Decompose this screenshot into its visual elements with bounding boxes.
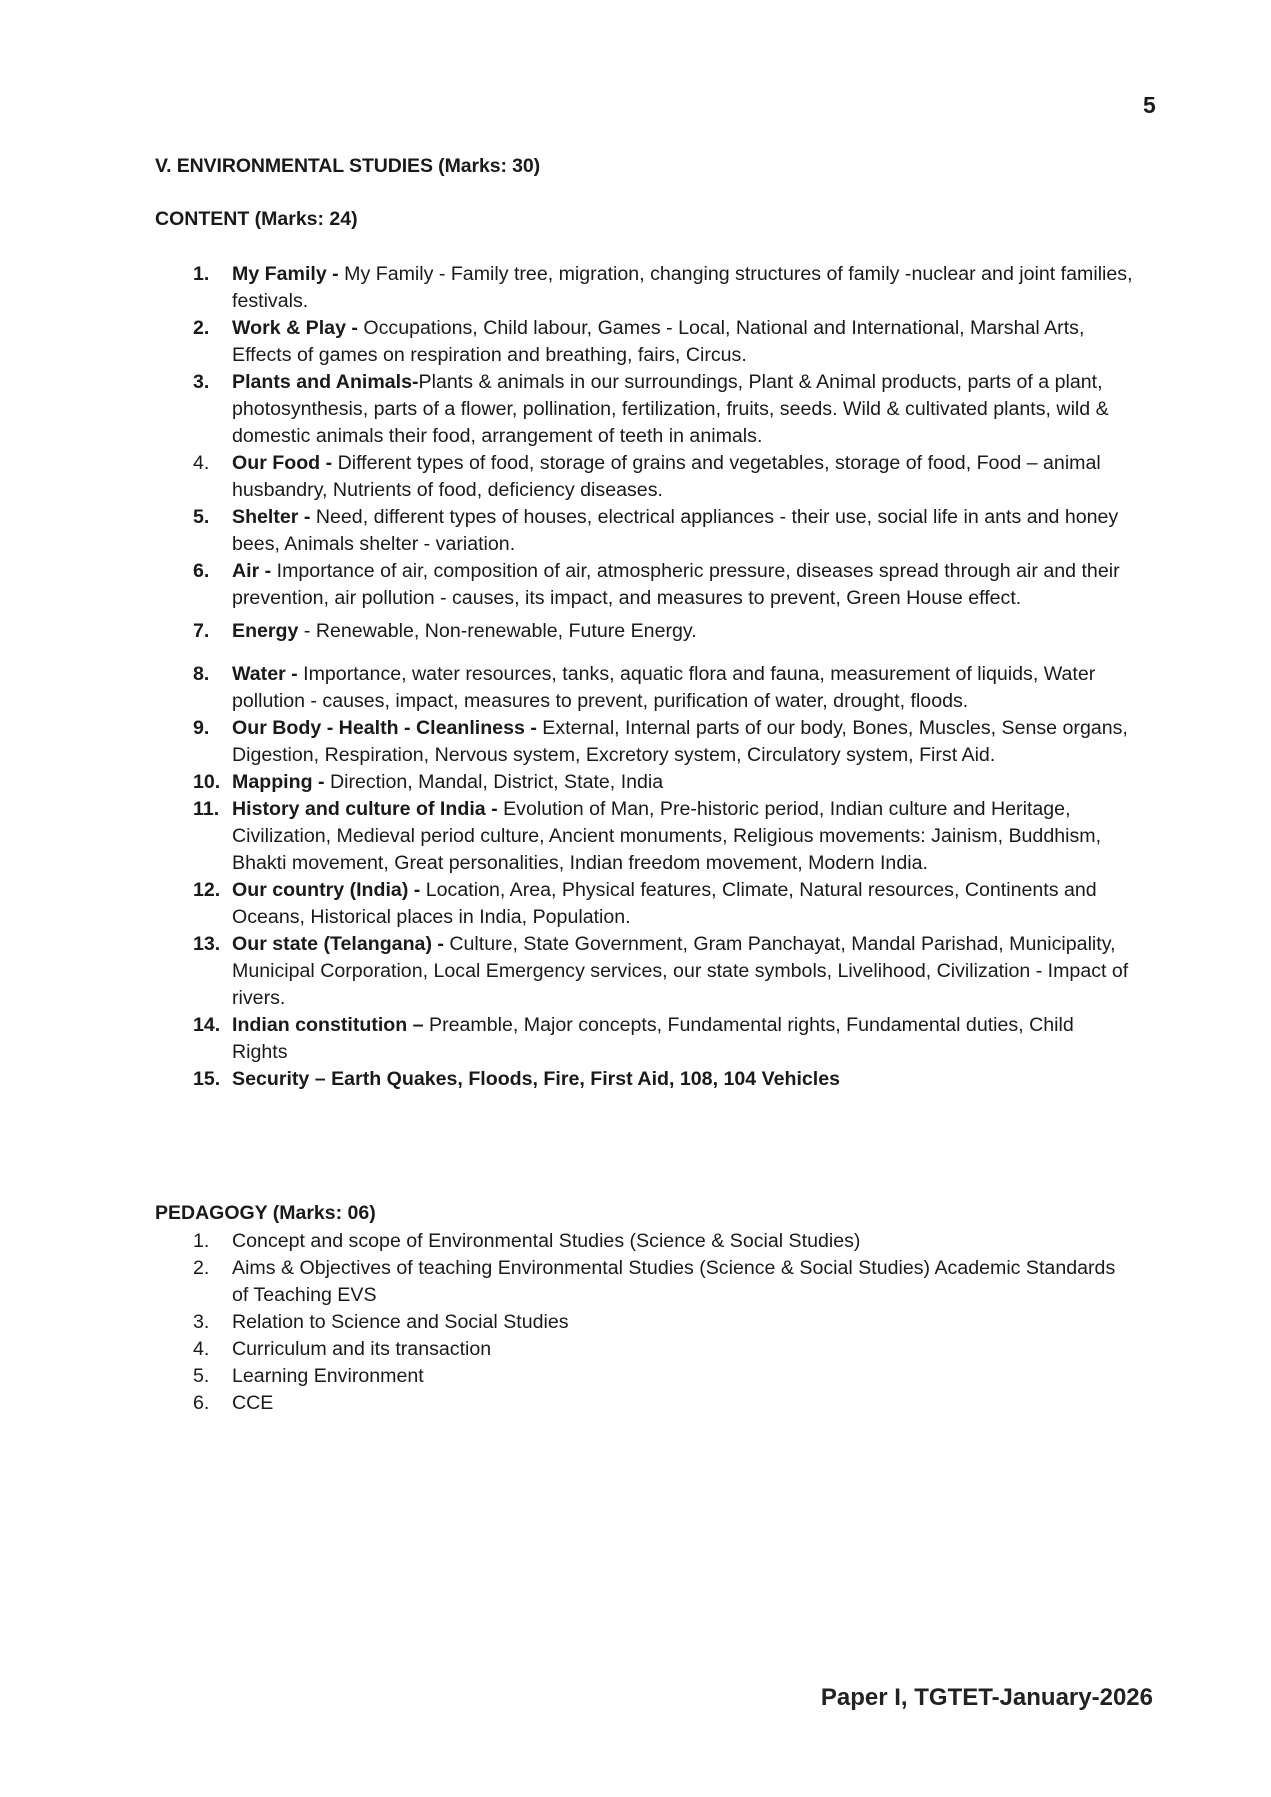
item-description: Need, different types of houses, electrical appliances - their use, social life in ants and honey bees, Animals shelter - variation.	[232, 506, 1119, 555]
item-description: Occupations, Child labour, Games - Local, National and International, Marshal Arts, Effects of games on respiration and breathing, fairs, Circus.	[232, 317, 1085, 366]
item-topic: Air -	[232, 560, 272, 582]
item-topic: Energy	[232, 620, 299, 642]
item-number: 9.	[193, 717, 210, 739]
item-description: Different types of food, storage of grains and vegetables, storage of food, Food – animal husbandry, Nutrients of food, deficiency diseases.	[232, 452, 1101, 501]
content-item	[193, 931, 1133, 1012]
content-item	[193, 1012, 1133, 1066]
content-item	[193, 877, 1133, 931]
pedagogy-list	[193, 1228, 1133, 1417]
content-item	[193, 504, 1133, 558]
item-number: 8.	[193, 663, 210, 685]
item-number: 11.	[193, 798, 220, 820]
content-heading: CONTENT (Marks: 24)	[155, 208, 358, 230]
item-description: Plants & animals in our surroundings, Plant & Animal products, parts of a plant, photosynthesis, parts of a flower, pollination, fertilization, fruits, seeds. Wild & cultivated plants, wild & domestic animals their food, arrangement of teeth in animals.	[232, 371, 1109, 447]
section-title: V. ENVIRONMENTAL STUDIES (Marks: 30)	[155, 155, 541, 177]
item-topic: Shelter -	[232, 506, 311, 528]
item-topic: Indian constitution –	[232, 1014, 424, 1036]
content-item	[193, 450, 1133, 504]
content-list	[193, 261, 1133, 1093]
item-topic: Water -	[232, 663, 298, 685]
item-description: External, Internal parts of our body, Bones, Muscles, Sense organs, Digestion, Respiration, Nervous system, Excretory system, Circulatory system, First Aid.	[232, 717, 1128, 766]
item-number: 2.	[193, 317, 210, 339]
item-topic: Work & Play -	[232, 317, 358, 339]
item-topic: My Family -	[232, 263, 339, 285]
pedagogy-item	[193, 1336, 1133, 1363]
pedagogy-item	[193, 1363, 1133, 1390]
page-number: 5	[1143, 92, 1156, 118]
item-topic: Our Food -	[232, 452, 333, 474]
item-number: 5.	[193, 1365, 210, 1387]
item-topic: Our state (Telangana) -	[232, 933, 444, 955]
item-number: 5.	[193, 506, 210, 528]
content-item	[193, 369, 1133, 450]
item-topic: Plants and Animals-	[232, 371, 419, 393]
item-number: 10.	[193, 771, 221, 793]
item-number: 14.	[193, 1014, 221, 1036]
item-topic: Mapping -	[232, 771, 325, 793]
item-number: 1.	[193, 1230, 210, 1252]
item-number: 2.	[193, 1257, 210, 1279]
item-text: Learning Environment	[232, 1365, 424, 1387]
page-footer: Paper I, TGTET-January-2026	[820, 1684, 1153, 1711]
item-text: Curriculum and its transaction	[232, 1338, 492, 1360]
item-number: 3.	[193, 371, 210, 393]
item-number: 12.	[193, 879, 221, 901]
item-description: Culture, State Government, Gram Panchayat, Mandal Parishad, Municipality, Municipal Corporation, Local Emergency services, our state symbols, Livelihood, Civilization - Impact of rivers.	[232, 933, 1129, 1009]
content-item	[193, 661, 1133, 715]
item-topic: History and culture of India -	[232, 798, 498, 820]
content-item	[193, 715, 1133, 769]
item-text: CCE	[232, 1392, 274, 1414]
content-item	[193, 1066, 1133, 1093]
item-number: 4.	[193, 452, 210, 474]
item-text: Relation to Science and Social Studies	[232, 1311, 569, 1333]
item-topic: Our country (India) -	[232, 879, 421, 901]
content-item	[193, 261, 1133, 315]
item-description: Importance, water resources, tanks, aquatic flora and fauna, measurement of liquids, Water pollution - causes, impact, measures to prevent, purification of water, drought, floods.	[232, 663, 1096, 712]
item-number: 4.	[193, 1338, 210, 1360]
item-number: 3.	[193, 1311, 210, 1333]
item-number: 7.	[193, 620, 210, 642]
item-text: Aims & Objectives of teaching Environmental Studies (Science & Social Studies) Academic Standards of Teaching EVS	[232, 1257, 1116, 1306]
pedagogy-item	[193, 1309, 1133, 1336]
content-item	[193, 769, 1133, 796]
pedagogy-heading: PEDAGOGY (Marks: 06)	[155, 1202, 376, 1224]
content-item	[193, 558, 1133, 612]
item-description: Location, Area, Physical features, Climate, Natural resources, Continents and Oceans, Historical places in India, Population.	[232, 879, 1097, 928]
item-number: 1.	[193, 263, 210, 285]
item-description: Preamble, Major concepts, Fundamental rights, Fundamental duties, Child Rights	[232, 1014, 1074, 1063]
item-description: Direction, Mandal, District, State, India	[324, 771, 664, 793]
item-description: Importance of air, composition of air, atmospheric pressure, diseases spread through air and their prevention, air pollution - causes, its impact, and measures to prevent, Green House effect.	[232, 560, 1120, 609]
item-text: Concept and scope of Environmental Studies (Science & Social Studies)	[232, 1230, 861, 1252]
item-description: Evolution of Man, Pre-historic period, Indian culture and Heritage, Civilization, Medieval period culture, Ancient monuments, Religious movements: Jainism, Buddhism, Bhakti movement, Great personalities, Indian freedom movement, Modern India.	[232, 798, 1102, 874]
item-number: 15.	[193, 1068, 221, 1090]
item-description: - Renewable, Non-renewable, Future Energy.	[298, 620, 697, 642]
content-item	[193, 315, 1133, 369]
item-topic: Security – Earth Quakes, Floods, Fire, First Aid, 108, 104 Vehicles	[232, 1068, 841, 1090]
pedagogy-item	[193, 1228, 1133, 1255]
item-number: 6.	[193, 560, 210, 582]
pedagogy-item	[193, 1390, 1133, 1417]
pedagogy-item	[193, 1255, 1133, 1309]
item-topic: Our Body - Health - Cleanliness -	[232, 717, 537, 739]
item-number: 13.	[193, 933, 221, 955]
content-item	[193, 618, 1133, 645]
content-item	[193, 796, 1133, 877]
item-description: My Family - Family tree, migration, changing structures of family -nuclear and joint families, festivals.	[232, 263, 1133, 312]
item-number: 6.	[193, 1392, 210, 1414]
